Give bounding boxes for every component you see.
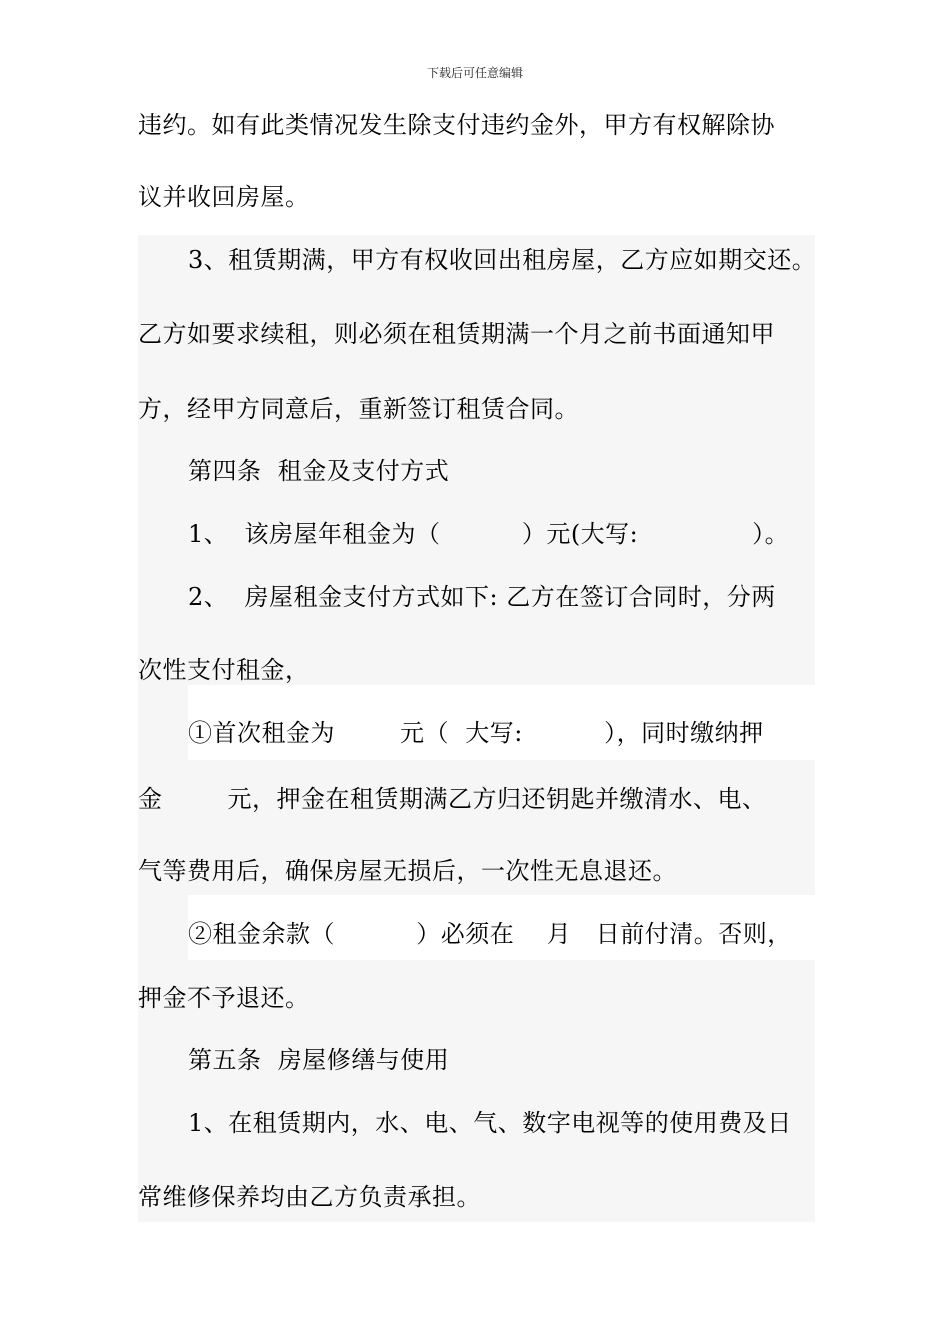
paragraph-line: 金 元，押金在租赁期满乙方归还钥匙并缴清水、电、 — [138, 785, 767, 813]
paragraph-line: 常维修保养均由乙方负责承担。 — [138, 1183, 481, 1211]
paragraph-line: 1、在租赁期内，水、电、气、数字电视等的使用费及日 — [188, 1109, 792, 1137]
paragraph-line: 3、租赁期满，甲方有权收回出租房屋，乙方应如期交还。 — [188, 246, 817, 274]
paragraph-line: 气等费用后，确保房屋无损后，一次性无息退还。 — [138, 857, 677, 885]
page-header: 下载后可任意编辑 — [426, 66, 523, 80]
section-heading: 第五条 房屋修缮与使用 — [188, 1046, 450, 1074]
paragraph-line: 1、 该房屋年租金为（ ）元(大写: ）。 — [188, 520, 790, 548]
paragraph-line: 2、 房屋租金支付方式如下: 乙方在签订合同时，分两 — [188, 583, 776, 611]
paragraph-line: 乙方如要求续租，则必须在租赁期满一个月之前书面通知甲 — [138, 320, 775, 348]
paragraph-line: ①首次租金为 元（ 大写: ），同时缴纳押 — [188, 719, 764, 747]
paragraph-line: 方，经甲方同意后，重新签订租赁合同。 — [138, 395, 579, 423]
text-shading — [138, 895, 188, 960]
paragraph-line: 违约。如有此类情况发生除支付违约金外，甲方有权解除协 — [138, 111, 775, 139]
section-heading: 第四条 租金及支付方式 — [188, 457, 450, 485]
text-shading — [138, 685, 188, 760]
paragraph-line: 次性支付租金， — [138, 656, 310, 684]
paragraph-line: 押金不予退还。 — [138, 984, 310, 1012]
paragraph-line: 议并收回房屋。 — [138, 183, 310, 211]
paragraph-line: ②租金余款（ ）必须在 月 日前付清。否则， — [188, 920, 792, 948]
